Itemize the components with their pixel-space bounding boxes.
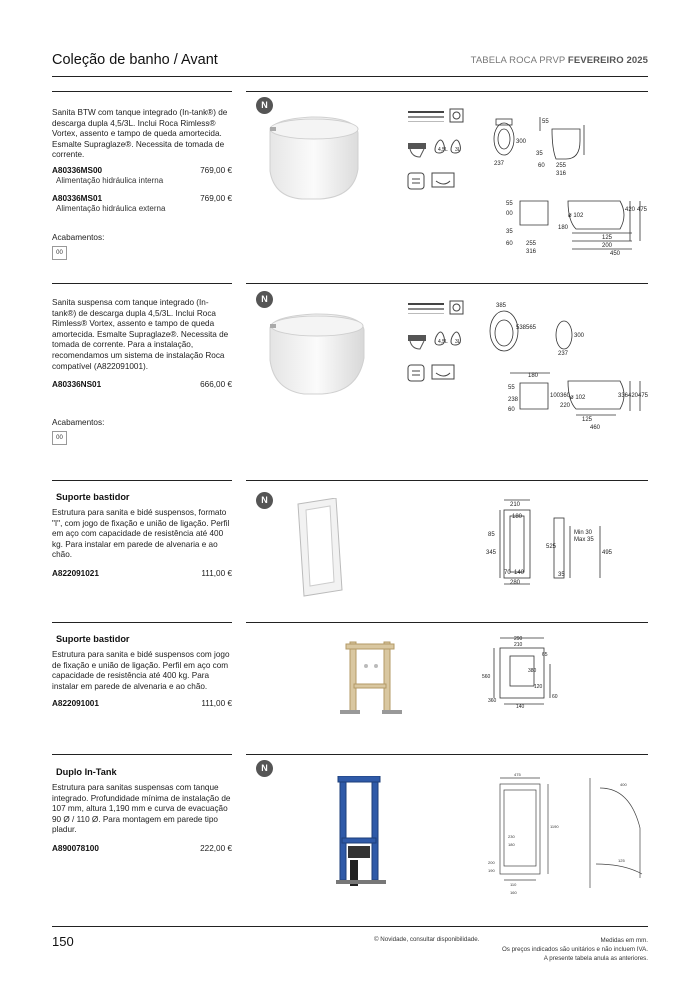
technical-drawing bbox=[480, 634, 648, 724]
measures-note: Medidas em mm. bbox=[600, 937, 648, 944]
product-section-3 bbox=[52, 480, 648, 610]
dim-label: 160 bbox=[510, 890, 517, 895]
product-code: A80336MS00 bbox=[52, 166, 103, 175]
product-code-row bbox=[52, 166, 232, 185]
novelty-badge: N bbox=[256, 97, 273, 114]
product-code-row bbox=[52, 380, 232, 389]
finish-swatch: 00 bbox=[52, 431, 67, 445]
section-title: Suporte bastidor bbox=[56, 492, 130, 502]
dim-label: 180 bbox=[512, 514, 523, 520]
dim-label: 70 bbox=[504, 570, 511, 576]
finish-swatch: 00 bbox=[52, 246, 67, 260]
dim-label: 200 bbox=[488, 860, 495, 865]
flush-volume-large-label: 4,5L bbox=[438, 339, 448, 345]
dim-label: 35 bbox=[558, 572, 565, 578]
dim-label: 525 bbox=[546, 544, 557, 550]
dim-label: 475 bbox=[637, 207, 648, 213]
dim-label: 336 bbox=[618, 393, 629, 399]
flush-volume-small-label: 3L bbox=[455, 147, 461, 153]
rimless-icon bbox=[408, 111, 444, 122]
novelty-badge: N bbox=[256, 291, 273, 308]
dim-label: ø 102 bbox=[568, 213, 584, 219]
flush-volume-large-label: 4,5L bbox=[438, 147, 448, 153]
dim-label: 55 bbox=[506, 201, 513, 207]
dim-label: 55 bbox=[508, 385, 515, 391]
dim-label: 300 bbox=[516, 139, 527, 145]
product-description: Estrutura para sanita e bidé suspensos com jogo de fixação e união de ligação. Perfil em aço com capacidade de resistência até 400 kg. Para instalar em parede de alvenaria e ao chão. bbox=[52, 650, 230, 691]
wall-hung-btw-toilet-image bbox=[262, 111, 367, 203]
finishes-label: Acabamentos: bbox=[52, 233, 105, 242]
product-code: A80336NS01 bbox=[52, 380, 102, 389]
wall-hung-toilet-image bbox=[262, 308, 372, 398]
footer-notes bbox=[502, 936, 648, 963]
wc-bidet-frame-image bbox=[340, 636, 410, 718]
product-description: Estrutura para sanita e bidé suspensos, formato "I", com jogo de fixação e união de ligação. Perfil em aço com capacidade de resistência até 400 kg. Para instalar em parede de alvenaria e ao chão. bbox=[52, 508, 230, 560]
dim-label: 210 bbox=[510, 502, 521, 508]
product-code-note: Alimentação hidráulica interna bbox=[56, 176, 164, 185]
copyright-icon: © bbox=[374, 936, 379, 943]
dim-label: Min 30 bbox=[574, 530, 593, 536]
novelty-note bbox=[374, 936, 479, 943]
technical-drawing bbox=[480, 105, 648, 270]
dim-label: 450 bbox=[610, 251, 621, 257]
dim-label: 460 bbox=[590, 425, 601, 431]
section-title: Suporte bastidor bbox=[56, 634, 130, 644]
dim-label: 237 bbox=[494, 161, 505, 167]
dim-label: 65 bbox=[542, 652, 548, 658]
product-code: A822091001 bbox=[52, 699, 99, 708]
dim-label: 475 bbox=[514, 772, 521, 777]
technical-drawing bbox=[480, 496, 648, 596]
footer-rule bbox=[52, 926, 648, 927]
novelty-note-text: Novidade, consultar disponibilidade. bbox=[380, 936, 480, 943]
dim-label: 120 bbox=[534, 684, 543, 690]
dim-label: 140 bbox=[514, 570, 525, 576]
wall-hung-icon bbox=[408, 143, 426, 157]
product-description: Sanita suspensa com tanque integrado (In-tank®) de descarga dupla 4,5/3L. Inclui Roca Rimless® Vortex, assento e tampo de queda amortecida. Esmalte Supraglaze®. Necessita de tomada de corrente. Para a instalação, recomendamos um sistema de instalação Roca compatível (A822091001). bbox=[52, 298, 229, 371]
product-section-1 bbox=[52, 91, 648, 276]
dim-label: 230 bbox=[508, 834, 515, 839]
catalog-date: FEVEREIRO 2025 bbox=[567, 55, 648, 66]
product-code: A822091021 bbox=[52, 569, 99, 578]
dim-label: 210 bbox=[514, 642, 523, 648]
novelty-badge: N bbox=[256, 760, 273, 777]
dim-label: 237 bbox=[558, 351, 569, 357]
dim-label: 255 bbox=[526, 241, 537, 247]
dim-label: 60 bbox=[538, 163, 545, 169]
product-price: 666,00 € bbox=[200, 380, 232, 389]
product-section-2 bbox=[52, 283, 648, 453]
dim-label: 100 bbox=[550, 393, 561, 399]
product-code: A80336MS01 bbox=[52, 194, 103, 203]
dim-label: 125 bbox=[618, 858, 625, 863]
dim-label: 238 bbox=[508, 397, 519, 403]
dim-label: 110 bbox=[510, 882, 517, 887]
dim-label: 200 bbox=[602, 243, 613, 249]
dim-label: 55 bbox=[542, 119, 549, 125]
product-description: Estrutura para sanitas suspensas com tanque integrado. Profundidade mínima de instalação de 107 mm, altura 1,190 mm e curva de evacuação 90 Ø / 110 Ø. Para montagem em parede tipo pladur. bbox=[52, 783, 231, 835]
dim-label: 60 bbox=[506, 241, 513, 247]
product-code-row bbox=[52, 699, 232, 708]
dim-label: 00 bbox=[506, 211, 513, 217]
product-description: Sanita BTW com tanque integrado (In-tank®) de descarga dupla 4,5/3L. Inclui Roca Rimless® Vortex, assento e tampo de queda amortecida. Esmalte Supraglaze®. Necessita de tomada de corrente. bbox=[52, 108, 228, 160]
dim-label: 180 bbox=[528, 373, 539, 379]
product-price: 769,00 € bbox=[200, 194, 232, 203]
dim-label: 385 bbox=[496, 303, 507, 309]
dim-label: 316 bbox=[526, 249, 537, 255]
dim-label: 125 bbox=[582, 417, 593, 423]
in-tank-frame-image bbox=[328, 776, 398, 894]
dim-label: 565 bbox=[526, 325, 537, 331]
product-code-row bbox=[52, 844, 232, 853]
dim-label: 125 bbox=[602, 235, 613, 241]
dim-label: 560 bbox=[482, 674, 491, 680]
product-section-5 bbox=[52, 754, 648, 914]
product-price: 111,00 € bbox=[201, 699, 232, 708]
product-price: 222,00 € bbox=[200, 844, 232, 853]
dim-label: 345 bbox=[486, 550, 497, 556]
dim-label: 538 bbox=[516, 325, 527, 331]
catalog-label bbox=[471, 55, 648, 66]
flush-volume-small-label: 3L bbox=[455, 339, 461, 345]
technical-drawing bbox=[480, 297, 648, 442]
dim-label: 495 bbox=[602, 550, 613, 556]
page-title: Coleção de banho / Avant bbox=[52, 52, 218, 68]
dim-label: 190 bbox=[488, 868, 495, 873]
dim-label: 290 bbox=[514, 636, 523, 642]
feature-icons bbox=[406, 297, 468, 397]
dim-label: 180 bbox=[558, 225, 569, 231]
product-price: 111,00 € bbox=[201, 569, 232, 578]
prices-note: Os preços indicados são unitários e não incluem IVA. bbox=[501, 946, 648, 953]
dim-label: 360 bbox=[488, 698, 497, 704]
header-rule bbox=[52, 76, 648, 77]
dim-label: 60 bbox=[552, 694, 558, 700]
dim-label: 400 bbox=[620, 782, 627, 787]
catalog-prefix: TABELA ROCA PRVP bbox=[470, 55, 566, 66]
page-number: 150 bbox=[52, 934, 74, 949]
product-price: 769,00 € bbox=[200, 166, 232, 175]
dim-label: ø 102 bbox=[570, 395, 586, 401]
product-code-note: Alimentação hidráulica externa bbox=[56, 204, 166, 213]
dim-label: 220 bbox=[560, 403, 571, 409]
novelty-badge: N bbox=[256, 492, 273, 509]
wc-frame-image bbox=[292, 498, 352, 598]
technical-drawing bbox=[480, 768, 648, 898]
dim-label: 360 bbox=[560, 393, 571, 399]
dim-label: 420 bbox=[625, 207, 636, 213]
section-title: Duplo In-Tank bbox=[56, 767, 117, 777]
dim-label: 85 bbox=[488, 532, 495, 538]
feature-icons bbox=[406, 105, 468, 205]
product-code-row bbox=[52, 569, 232, 578]
product-code: A890078100 bbox=[52, 844, 99, 853]
product-section-4 bbox=[52, 622, 648, 742]
dim-label: 316 bbox=[556, 171, 567, 177]
dim-label: 35 bbox=[536, 151, 543, 157]
dim-label: 140 bbox=[516, 704, 525, 710]
dim-label: 35 bbox=[506, 229, 513, 235]
dim-label: 280 bbox=[510, 580, 521, 586]
tables-note: A presente tabela anula as anteriores. bbox=[543, 955, 648, 962]
page-header bbox=[52, 52, 648, 72]
dim-label: 255 bbox=[556, 163, 567, 169]
product-code-row bbox=[52, 194, 232, 213]
dim-label: 380 bbox=[528, 668, 537, 674]
dim-label: 300 bbox=[574, 333, 585, 339]
dim-label: 420 bbox=[628, 393, 639, 399]
dim-label: 475 bbox=[638, 393, 648, 399]
dim-label: 180 bbox=[508, 842, 515, 847]
dim-label: Max 35 bbox=[574, 537, 594, 543]
finishes-label: Acabamentos: bbox=[52, 418, 105, 427]
dim-label: 60 bbox=[508, 407, 515, 413]
dim-label: 1190 bbox=[550, 824, 559, 829]
